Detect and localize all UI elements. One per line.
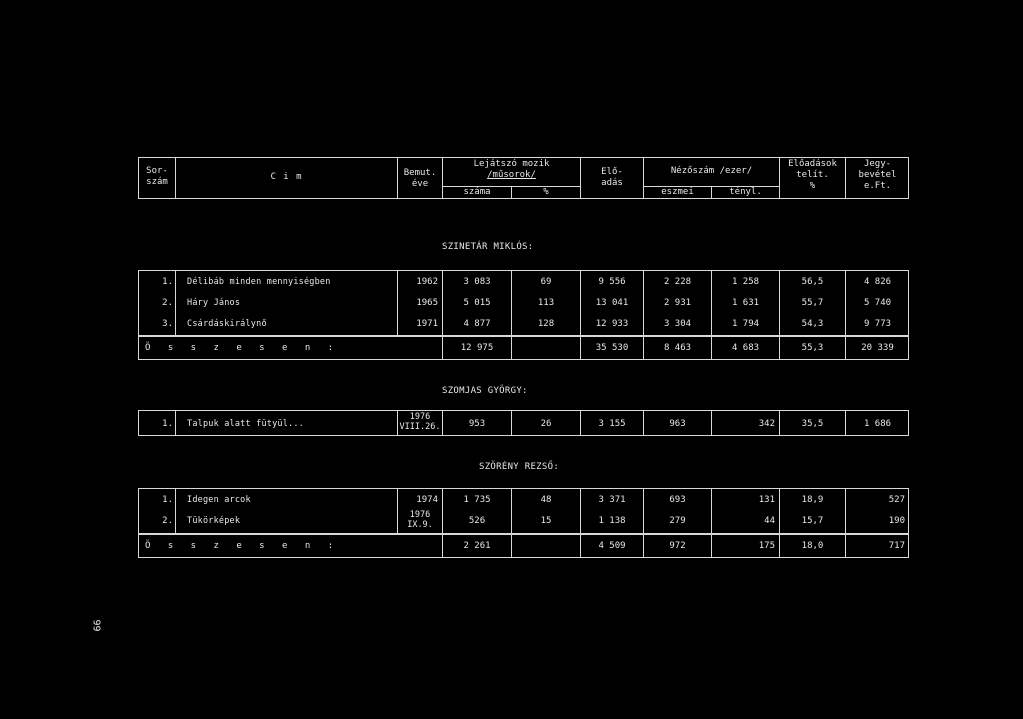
release-date: 1976 VIII.26. [399,412,441,432]
section-title-szomjas: SZOMJAS GYÖRGY: [442,386,528,396]
section-total-szinetar [138,336,909,360]
table-row: 1. Idegen arcok 1974 1 735 48 3 371 693 131 18,9 527 [162,495,905,505]
header-eszmei: eszmei [661,187,694,197]
section-title-szoreny: SZÖRÉNY REZSŐ: [479,462,560,472]
table-row: 3. Csárdáskirálynő 1971 4 877 128 12 933 3 304 1 794 54,3 9 773 [162,319,892,329]
table-row: 2. Tükörképek 526 15 1 138 279 44 15,7 190 [162,516,905,526]
table-row: 1. Talpuk alatt fütyül... 953 26 3 155 963 342 35,5 1 686 [162,419,892,429]
table-row: 1. Délibáb minden mennyiségben 1962 3 083 69 9 556 2 228 1 258 56,5 4 826 [162,277,892,287]
header-lejatszo: Lejátszó mozik /műsorok/ [473,159,550,180]
table-row: 2. Háry János 1965 5 015 113 13 041 2 931 1 631 55,7 5 740 [162,298,892,308]
header-eloadasok: Előadások telít. % [788,159,837,191]
section-title-szinetar: SZINETÁR MIKLÓS: [442,242,534,252]
header-lejatszo-pct: % [543,187,549,197]
release-date: 1976 IX.9. [407,510,433,530]
section-table-szinetar [138,270,909,336]
header-tenyl: tényl. [729,187,762,197]
table-header [138,157,909,199]
header-eload: Elő- adás [601,167,623,188]
section-total-szoreny [138,534,909,558]
header-cim: C i m [270,172,303,182]
total-row: Ö s s z e s e n : 2 261 4 509 972 175 18,0 717 [145,541,905,551]
header-lejatszo-szama: száma [463,187,491,197]
header-jegybevetel: Jegy- bevétel e.Ft. [858,159,897,191]
total-row: Ö s s z e s e n : 12 975 35 530 8 463 4 683 55,3 20 339 [145,343,894,353]
header-nezoszam: Nézőszám /ezer/ [670,166,753,176]
header-sorszam: Sor- szám [146,166,168,187]
section-table-szomjas [138,410,909,436]
section-table-szoreny [138,488,909,534]
page-number: 99 [90,619,102,632]
header-bemut: Bemut. éve [403,168,437,189]
